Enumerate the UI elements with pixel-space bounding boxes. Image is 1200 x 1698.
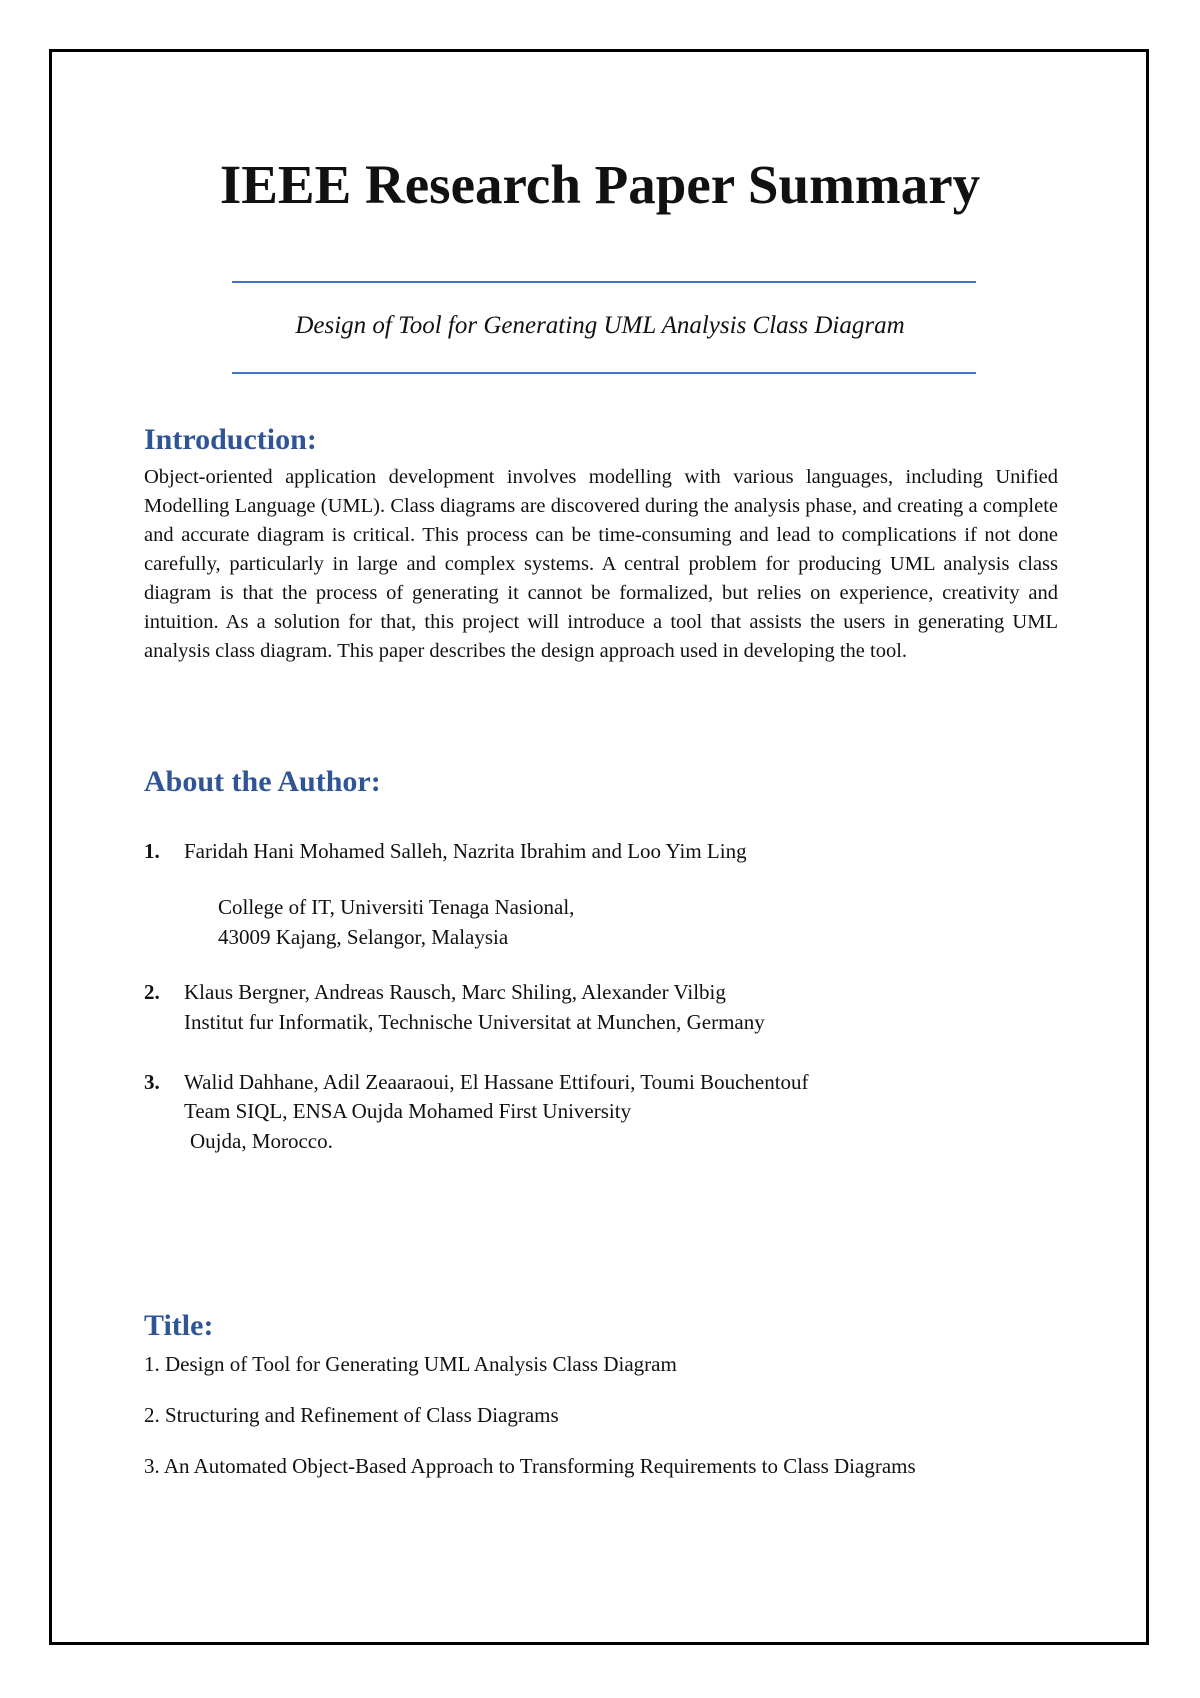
author-entry-1-names-line — [144, 836, 747, 866]
author-entry-names: Walid Dahhane, Adil Zeaaraoui, El Hassane Ettifouri, Toumi Bouchentouf — [184, 1070, 809, 1094]
introduction-paragraph: Object-oriented application development involves modelling with various languages, including Unified Modelling Language (UML). Class diagrams are discovered during the analysis phase, and creating a complete and accurate diagram is critical. This process can be time-consuming and lead to complications if not done carefully, particularly in large and complex systems. A central problem for producing UML analysis class diagram is that the process of generating it cannot be formalized, but relies on experience, creativity and intuition. As a solution for that, this project will introduce a tool that assists the users in generating UML analysis class diagram. This paper describes the design approach used in developing the tool. — [144, 466, 1058, 662]
author-entry-2-affiliation: Institut fur Informatik, Technische Universitat at Munchen, Germany — [184, 1010, 765, 1034]
author-entry-number: 1. — [144, 839, 160, 863]
author-entry-1-affiliation: College of IT, Universiti Tenaga Nasional, — [218, 895, 575, 919]
title-rule-top — [232, 281, 976, 283]
author-entry-3-address: Oujda, Morocco. — [190, 1129, 333, 1153]
title-list-item: 2. Structuring and Refinement of Class Diagrams — [144, 1403, 559, 1427]
author-entry-number: 3. — [144, 1070, 160, 1094]
author-entry-names: Faridah Hani Mohamed Salleh, Nazrita Ibrahim and Loo Yim Ling — [184, 839, 747, 863]
title-rule-bottom — [232, 372, 976, 374]
document-title: IEEE Research Paper Summary — [219, 154, 981, 215]
document-subtitle: Design of Tool for Generating UML Analysis Class Diagram — [295, 312, 905, 339]
introduction-heading: Introduction: — [144, 423, 317, 456]
author-entry-3-affiliation: Team SIQL, ENSA Oujda Mohamed First University — [184, 1099, 632, 1123]
title-list-item: 3. An Automated Object-Based Approach to Transforming Requirements to Class Diagrams — [144, 1454, 916, 1478]
author-entry-1-address: 43009 Kajang, Selangor, Malaysia — [218, 925, 509, 949]
author-entry-3-names-line — [144, 1067, 809, 1097]
title-list-item: 1. Design of Tool for Generating UML Analysis Class Diagram — [144, 1352, 677, 1376]
author-entry-number: 2. — [144, 980, 160, 1004]
about-author-heading: About the Author: — [144, 765, 381, 798]
author-entry-2-names-line — [144, 977, 726, 1007]
title-heading: Title: — [144, 1309, 214, 1342]
author-entry-names: Klaus Bergner, Andreas Rausch, Marc Shiling, Alexander Vilbig — [184, 980, 726, 1004]
